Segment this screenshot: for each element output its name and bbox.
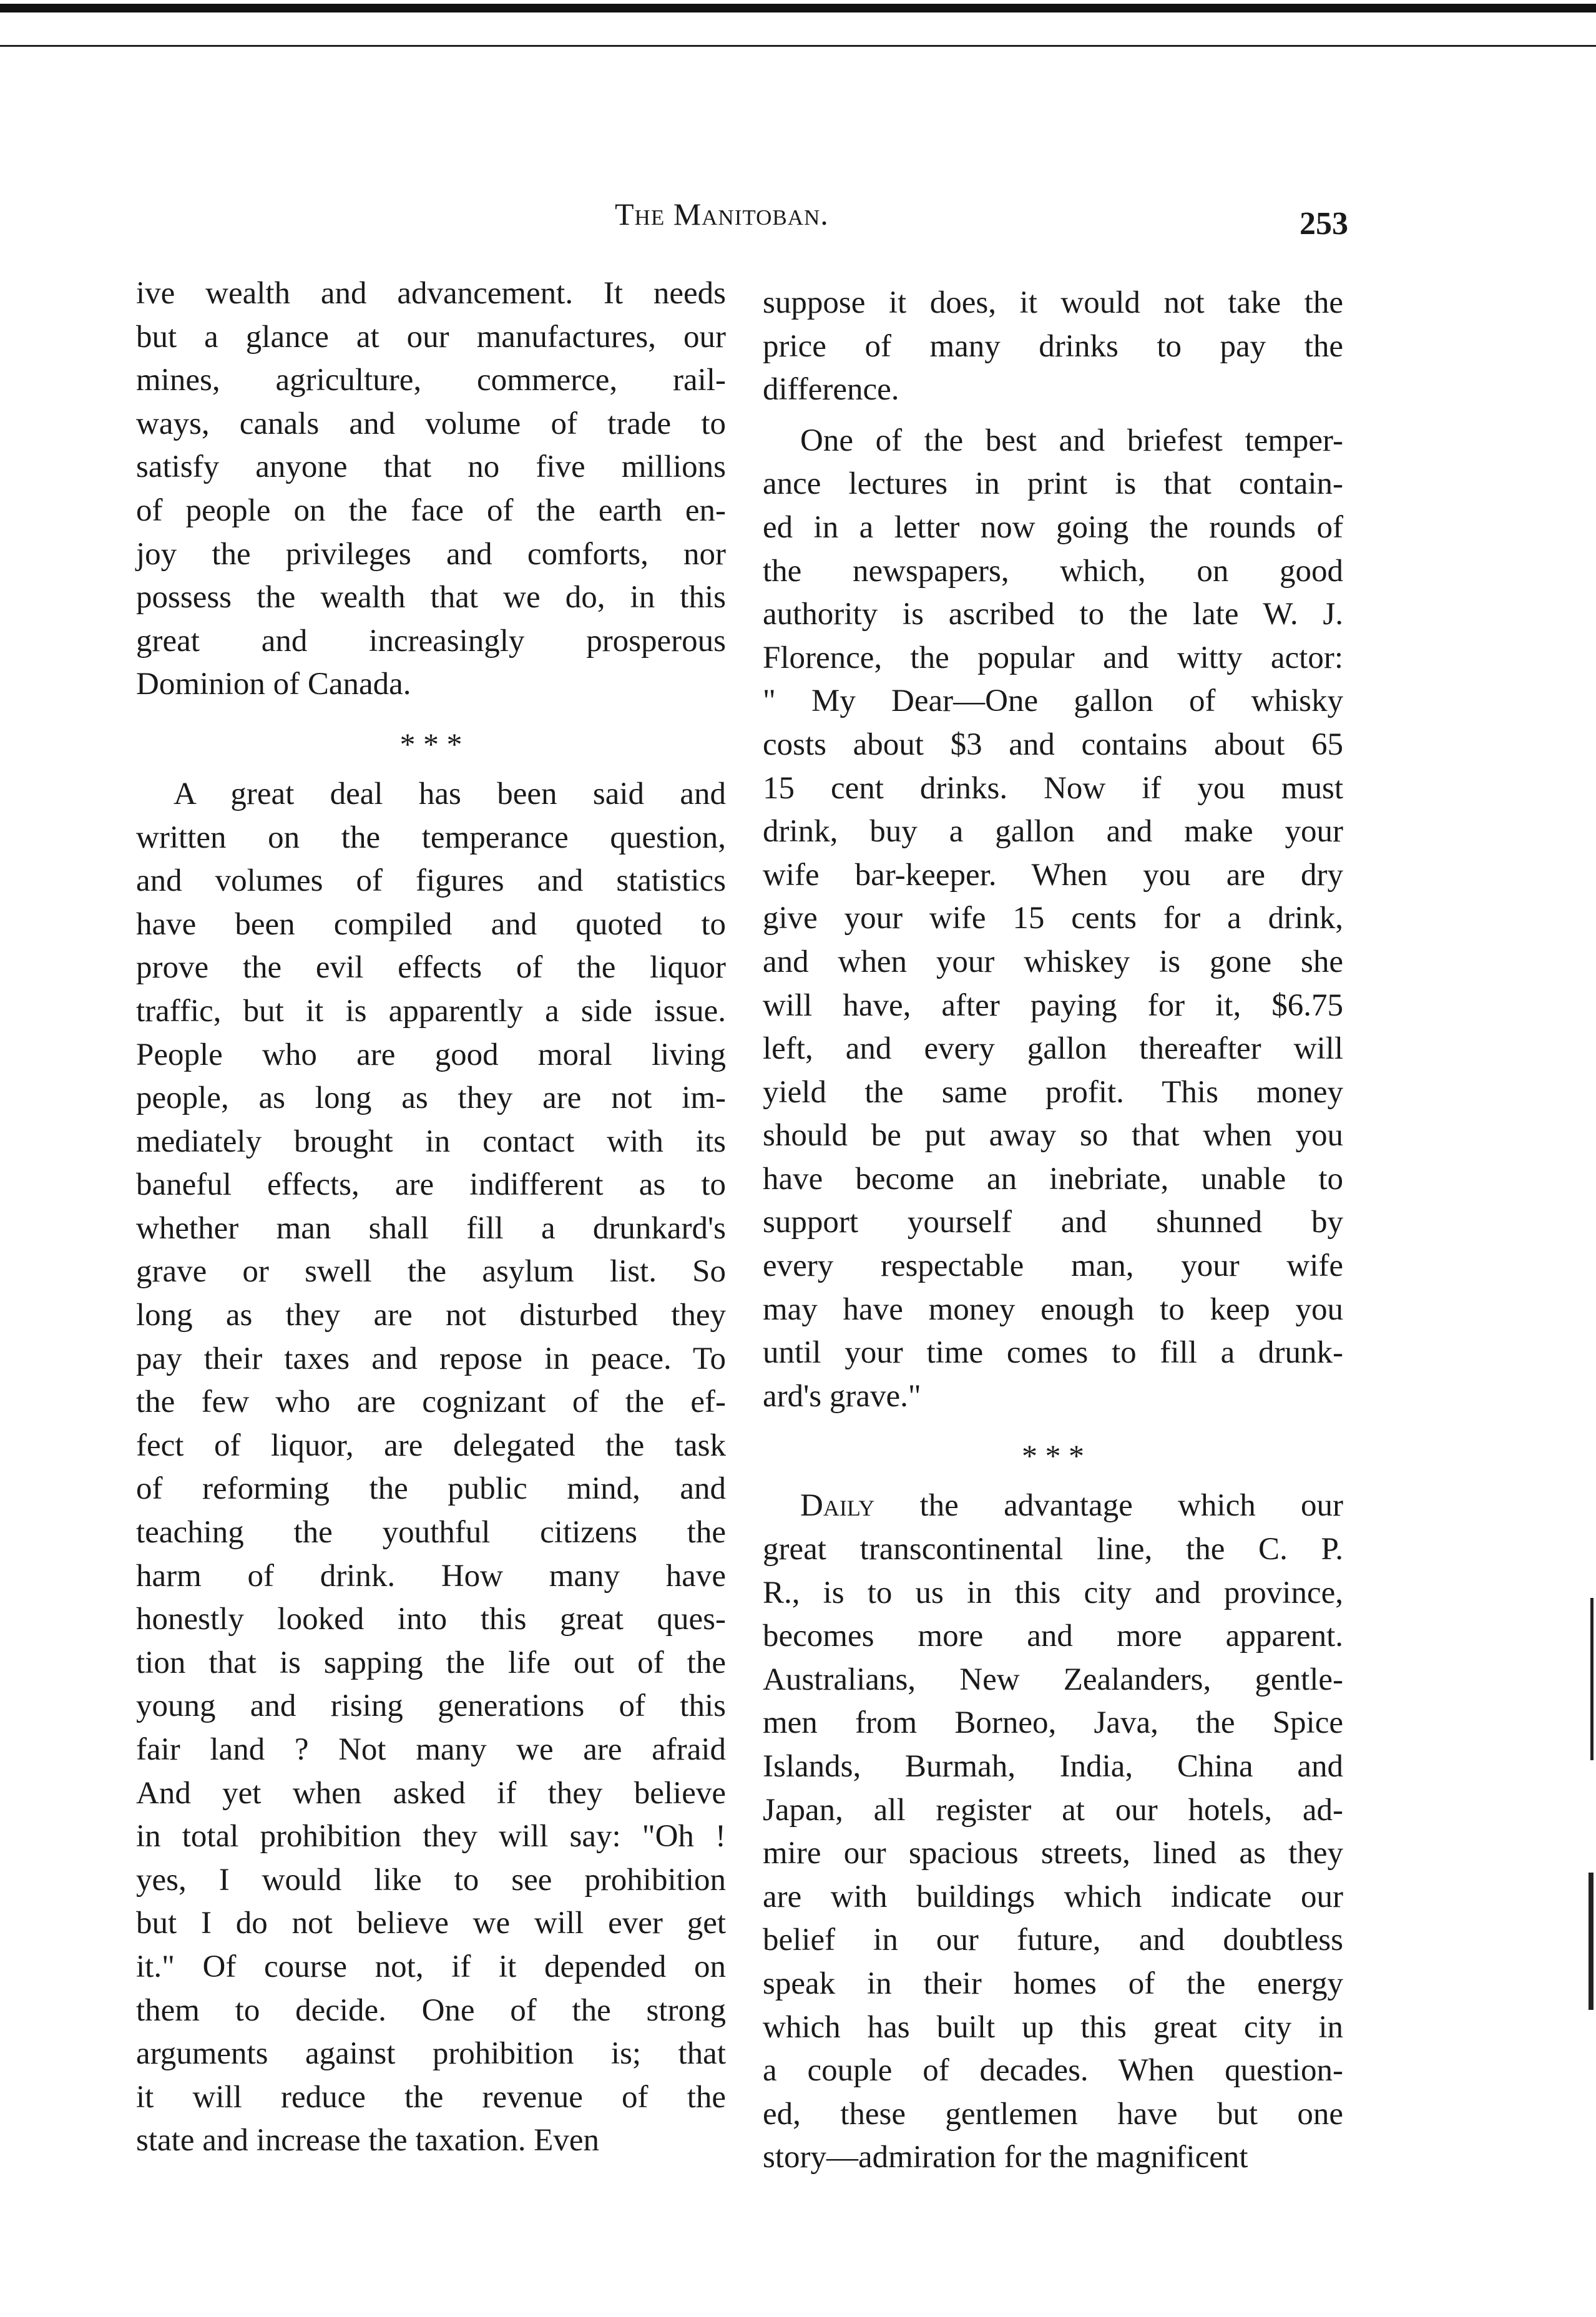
left-column: [136, 272, 726, 2163]
text-line: honestly looked into this great ques-: [136, 1602, 726, 1637]
text-line: a couple of decades. When question-: [763, 2053, 1343, 2089]
text-line: suppose it does, it would not take the: [763, 285, 1343, 320]
text-line: grave or swell the asylum list. So: [136, 1254, 726, 1290]
section-separator: * * *: [1022, 1438, 1084, 1474]
text-line: And yet when asked if they believe: [136, 1775, 726, 1811]
text-line: should be put away so that when you: [763, 1118, 1343, 1154]
text-line: traffic, but it is apparently a side issue.: [136, 993, 726, 1029]
text-line: becomes more and more apparent.: [763, 1619, 1343, 1654]
page-number: 253: [1300, 206, 1348, 242]
text-line: may have money enough to keep you: [763, 1291, 1343, 1327]
text-line: joy the privileges and comforts, nor: [136, 536, 726, 572]
text-line: yes, I would like to see prohibition: [136, 1862, 726, 1898]
text-line: yield the same profit. This money: [763, 1074, 1343, 1110]
text-line: give your wife 15 cents for a drink,: [763, 901, 1343, 936]
text-line: have become an inebriate, unable to: [763, 1161, 1343, 1197]
text-line: Australians, New Zealanders, gentle-: [763, 1662, 1343, 1697]
text-line: People who are good moral living: [136, 1037, 726, 1072]
text-line: prove the evil effects of the liquor: [136, 950, 726, 986]
text-line: it will reduce the revenue of the: [136, 2079, 726, 2115]
running-title: The Manitoban.: [615, 197, 829, 232]
text-line: the few who are cognizant of the ef-: [136, 1384, 726, 1420]
text-line: long as they are not disturbed they: [136, 1298, 726, 1333]
text-line: A great deal has been said and: [174, 776, 726, 811]
text-line: satisfy anyone that no five millions: [136, 449, 726, 485]
text-line: costs about $3 and contains about 65: [763, 727, 1343, 762]
text-line: but a glance at our manufactures, our: [136, 319, 726, 355]
text-line: young and rising generations of this: [136, 1688, 726, 1724]
text-line: arguments against prohibition is; that: [136, 2036, 726, 2072]
text-line: wife bar-keeper. When you are dry: [763, 857, 1343, 893]
text-line: tion that is sapping the life out of the: [136, 1645, 726, 1680]
text-line: R., is to us in this city and province,: [763, 1575, 1343, 1610]
paragraph-gap: [763, 412, 1343, 419]
text-line: the newspapers, which, on good: [763, 553, 1343, 589]
top-border-rule: [0, 4, 1596, 12]
text-line: great and increasingly prosperous: [136, 623, 726, 659]
margin-mark: [1590, 1598, 1594, 1760]
text-line: them to decide. One of the strong: [136, 1992, 726, 2028]
text-line: belief in our future, and doubtless: [763, 1923, 1343, 1958]
text-line: whether man shall fill a drunkard's: [136, 1210, 726, 1246]
text-line: it." Of course not, if it depended on: [136, 1949, 726, 1984]
text-line: possess the wealth that we do, in this: [136, 580, 726, 615]
text-line: which has built up this great city in: [763, 2009, 1343, 2045]
text-line: " My Dear—One gallon of whisky: [763, 683, 1343, 719]
text-line: mediately brought in contact with its: [136, 1124, 726, 1159]
top-thin-rule: [0, 45, 1596, 47]
text-line: ive wealth and advancement. It needs: [136, 276, 726, 311]
line-rest: the advantage which our: [874, 1488, 1343, 1524]
text-line: of reforming the public mind, and: [136, 1471, 726, 1507]
text-line: until your time comes to fill a drunk-: [763, 1335, 1343, 1371]
text-line: great transcontinental line, the C. P.: [763, 1532, 1343, 1567]
text-line: Islands, Burmah, India, China and: [763, 1749, 1343, 1784]
text-line: difference.: [763, 372, 899, 408]
text-line: Dominion of Canada.: [136, 667, 411, 702]
text-line: men from Borneo, Java, the Spice: [763, 1705, 1343, 1741]
text-line: baneful effects, are indifferent as to: [136, 1167, 726, 1203]
text-line: ance lectures in print is that contain-: [763, 466, 1343, 502]
text-line: of people on the face of the earth en-: [136, 492, 726, 528]
text-line: support yourself and shunned by: [763, 1205, 1343, 1240]
text-line: every respectable man, your wife: [763, 1248, 1343, 1284]
text-line: left, and every gallon thereafter will: [763, 1031, 1343, 1067]
text-line: ed in a letter now going the rounds of: [763, 509, 1343, 545]
margin-mark: [1589, 1873, 1594, 2010]
text-line: pay their taxes and repose in peace. To: [136, 1341, 726, 1376]
right-column: [763, 282, 1343, 2180]
text-line: in total prohibition they will say: "Oh !: [136, 1819, 726, 1854]
text-line: speak in their homes of the energy: [763, 1966, 1343, 2001]
text-line: One of the best and briefest temper-: [800, 423, 1343, 458]
text-line: price of many drinks to pay the: [763, 328, 1343, 364]
text-line: and when your whiskey is gone she: [763, 944, 1343, 979]
text-line: story—admiration for the magnificent: [763, 2140, 1248, 2175]
text-line: Japan, all register at our hotels, ad-: [763, 1792, 1343, 1828]
text-line: but I do not believe we will ever get: [136, 1906, 726, 1941]
text-line: state and increase the taxation. Even: [136, 2123, 600, 2158]
text-line: people, as long as they are not im-: [136, 1080, 726, 1116]
text-line: harm of drink. How many have: [136, 1558, 726, 1594]
text-line: are with buildings which indicate our: [763, 1879, 1343, 1914]
text-line: and volumes of figures and statistics: [136, 863, 726, 899]
lead-small-caps: Daily: [800, 1488, 875, 1524]
section-separator: * * *: [399, 726, 463, 762]
text-line: ways, canals and volume of trade to: [136, 406, 726, 441]
text-line: fair land ? Not many we are afraid: [136, 1732, 726, 1767]
text-line: teaching the youthful citizens the: [136, 1515, 726, 1550]
text-line: fect of liquor, are delegated the task: [136, 1428, 726, 1463]
text-line: authority is ascribed to the late W. J.: [763, 597, 1343, 632]
text-line: drink, buy a gallon and make your: [763, 814, 1343, 850]
text-line: will have, after paying for it, $6.75: [763, 987, 1343, 1023]
text-line: have been compiled and quoted to: [136, 906, 726, 942]
text-line: ard's grave.": [763, 1378, 921, 1414]
text-line: mines, agriculture, commerce, rail-: [136, 363, 726, 398]
text-line: written on the temperance question,: [136, 820, 726, 855]
text-line: [763, 1484, 1343, 1528]
text-line: Florence, the popular and witty actor:: [763, 640, 1343, 675]
text-line: mire our spacious streets, lined as they: [763, 1836, 1343, 1871]
text-line: ed, these gentlemen have but one: [763, 2096, 1343, 2132]
text-line: 15 cent drinks. Now if you must: [763, 770, 1343, 806]
